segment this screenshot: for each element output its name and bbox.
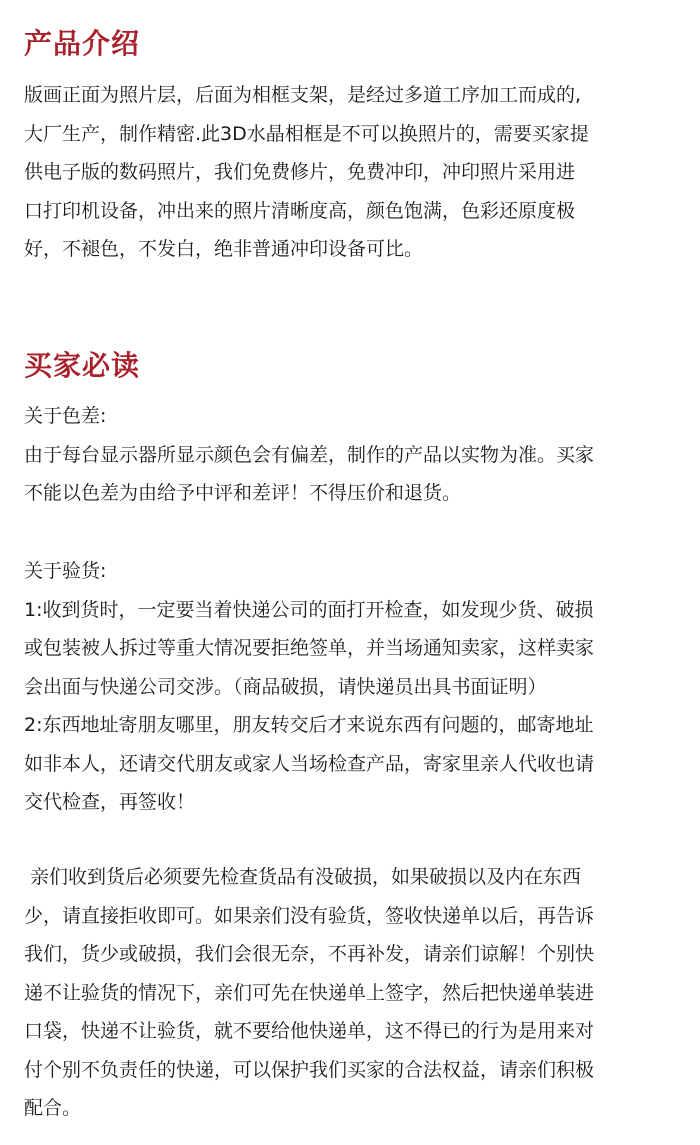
- text-line: 1:收到货时，一定要当着快递公司的面打开检查，如发现少货、破损: [24, 598, 594, 621]
- text-line: 由于每台显示器所显示颜色会有偏差，制作的产品以实物为准。买家: [24, 443, 595, 466]
- text-line: 付个别不负责任的快递，可以保护我们买家的合法权益，请亲们积极: [24, 1058, 595, 1081]
- text-line: 不能以色差为由给予中评和差评！不得压价和退货。: [24, 482, 462, 504]
- text-line: 少，请直接拒收即可。如果亲们没有验货，签收快递单以后，再告诉: [24, 904, 595, 927]
- receiving-notice-block: [24, 858, 688, 1128]
- text-line: 版画正面为照片层，后面为相框支架，是经过多道工序加工而成的,: [24, 84, 582, 106]
- text-line: 交代检查，再签收！: [24, 791, 196, 813]
- inspection-block: [24, 552, 688, 822]
- text-line: 口袋，快递不让验货，就不要给他快递单，这不得已的行为是用来对: [24, 1020, 595, 1042]
- text-line: 2:东西地址寄朋友哪里，朋友转交后才来说东西有问题的，邮寄地址: [24, 714, 594, 736]
- text-line: 会出面与快递公司交涉。（商品破损，请快递员出具书面证明）: [24, 675, 547, 698]
- text-line: 或包装被人拆过等重大情况要拒绝签单，并当场通知卖家，这样卖家: [24, 637, 595, 659]
- text-line: 如非本人，还请交代朋友或家人当场检查产品，寄家里亲人代收也请: [24, 752, 595, 775]
- section-title-buyer-must-read: 买家必读: [24, 349, 141, 382]
- product-intro-paragraph: [24, 76, 688, 269]
- color-difference-block: [24, 397, 688, 513]
- text-line: 递不让验货的情况下，亲们可先在快递单上签字，然后把快递单装进: [24, 981, 595, 1004]
- text-line: 配合。: [24, 1097, 82, 1119]
- section-title-product-intro: 产品介绍: [24, 27, 141, 60]
- text-line: 供电子版的数码照片，我们免费修片，免费冲印，冲印照片采用进: [24, 161, 576, 183]
- color-difference-heading: 关于色差:: [24, 405, 107, 427]
- text-line: 好，不褪色，不发白，绝非普通冲印设备可比。: [24, 238, 424, 260]
- text-line: 亲们收到货后必须要先检查货品有没破损，如果破损以及内在东西: [24, 866, 582, 888]
- text-line: 大厂生产，制作精密.此3D水晶相框是不可以换照片的，需要买家提: [24, 122, 589, 145]
- text-line: 我们，货少或破损，我们会很无奈，不再补发，请亲们谅解！个别快: [24, 943, 595, 965]
- text-line: 口打印机设备，冲出来的照片清晰度高，颜色饱满，色彩还原度极: [24, 199, 576, 222]
- inspection-heading: 关于验货:: [24, 560, 107, 582]
